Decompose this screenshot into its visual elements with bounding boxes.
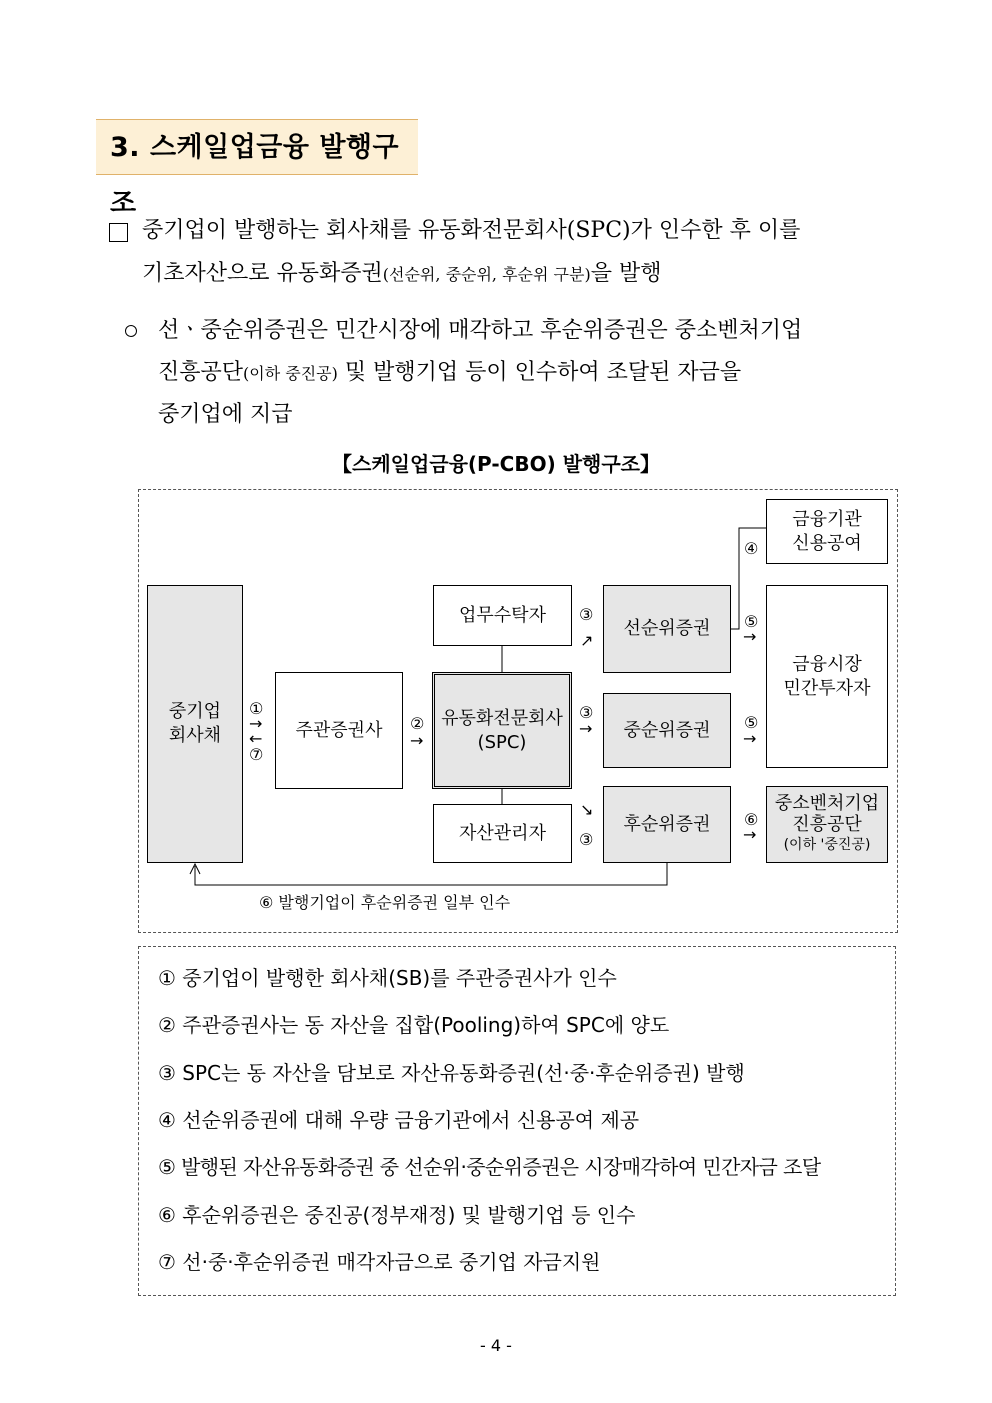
connector-junior-issuer bbox=[195, 863, 667, 885]
market-line1: 금융시장 bbox=[792, 653, 862, 675]
asset-manager-label: 자산관리자 bbox=[459, 822, 546, 844]
junior-securities-box bbox=[603, 786, 731, 863]
senior-securities-box bbox=[603, 585, 731, 673]
bullet1-line1: 중기업이 발행하는 회사채를 유동화전문회사(SPC)가 인수한 후 이를 bbox=[142, 218, 801, 243]
arrow-right-icon: → bbox=[743, 729, 757, 748]
financial-market-box bbox=[766, 585, 888, 768]
bullet2-line1: 선ㆍ중순위증권은 민간시장에 매각하고 후순위증권은 중소벤처기업 bbox=[158, 318, 803, 343]
kosmes-line2: 진흥공단 bbox=[792, 814, 862, 835]
note-6: ⑥ 후순위증권은 중진공(정부재정) 및 발행기업 등 인수 bbox=[158, 1203, 636, 1227]
spc-line1: 유동화전문회사 bbox=[441, 707, 563, 729]
spc-line2: (SPC) bbox=[477, 731, 527, 753]
spc-box bbox=[432, 672, 572, 789]
issuer-line1: 중기업 bbox=[168, 701, 222, 722]
section-number: 3. bbox=[110, 132, 141, 163]
arrow-down-right-icon: ↘ bbox=[580, 800, 594, 819]
bullet2-line2-main: 진흥공단 bbox=[158, 360, 244, 385]
note-5: ⑤ 발행된 자산유동화증권 중 선순위·중순위증권은 시장매각하여 민간자금 조달 bbox=[158, 1155, 821, 1179]
bullet2-line2-end: 및 발행기업 등이 인수하여 조달된 자금을 bbox=[337, 360, 742, 385]
page-number: - 4 - bbox=[480, 1336, 512, 1355]
label-3a: ③ bbox=[579, 605, 594, 624]
arrow-up-right-icon: ↗ bbox=[580, 631, 594, 650]
bullet2-line2-paren: (이하 중진공) bbox=[243, 364, 338, 383]
trustee-box bbox=[433, 585, 572, 646]
kosmes-line3: (이하 '중진공) bbox=[783, 837, 871, 853]
label-6: ⑥ bbox=[744, 810, 759, 829]
kosmes-line1: 중소벤처기업 bbox=[774, 793, 880, 814]
asset-manager-box bbox=[433, 804, 572, 863]
arrow-right-icon: → bbox=[743, 627, 757, 646]
note-7: ⑦ 선·중·후순위증권 매각자금으로 중기업 자금지원 bbox=[158, 1250, 601, 1274]
trustee-label: 업무수탁자 bbox=[459, 604, 546, 626]
underwriter-label: 주관증권사 bbox=[295, 719, 383, 741]
arrow-right-icon: → bbox=[410, 731, 424, 750]
label-7: ⑦ bbox=[249, 745, 264, 764]
kosmes-box bbox=[766, 786, 888, 863]
label-2: ② bbox=[410, 714, 425, 733]
arrow-left-icon: ← bbox=[249, 729, 263, 748]
note-2: ② 주관증권사는 동 자산을 집합(Pooling)하여 SPC에 양도 bbox=[158, 1013, 670, 1037]
bottom-note: ⑥ 발행기업이 후순위증권 일부 인수 bbox=[259, 893, 511, 912]
section-title: 스케일업금융 발행구조 bbox=[110, 132, 400, 219]
arrow-right-icon: → bbox=[579, 719, 593, 738]
figure-title: 【스케일업금융(P-CBO) 발행구조】 bbox=[332, 452, 660, 476]
credit-line2: 신용공여 bbox=[792, 532, 862, 554]
label-5b: ⑤ bbox=[744, 713, 759, 732]
credit-line1: 금융기관 bbox=[792, 508, 862, 530]
credit-enhancement-box bbox=[766, 499, 888, 564]
note-1: ① 중기업이 발행한 회사채(SB)를 주관증권사가 인수 bbox=[158, 966, 617, 990]
issuer-bonds-box bbox=[147, 585, 243, 863]
junior-label: 후순위증권 bbox=[623, 813, 711, 835]
note-3: ③ SPC는 동 자산을 담보로 자산유동화증권(선·중·후순위증권) 발행 bbox=[158, 1061, 745, 1085]
bullet1-line2-main: 기초자산으로 유동화증권 bbox=[142, 261, 383, 286]
note-4: ④ 선순위증권에 대해 우량 금융기관에서 신용공여 제공 bbox=[158, 1108, 640, 1132]
label-4: ④ bbox=[744, 539, 759, 558]
senior-label: 선순위증권 bbox=[623, 618, 711, 639]
bullet1-line2-end: 을 발행 bbox=[590, 261, 662, 286]
label-1: ① bbox=[249, 699, 264, 718]
arrow-right-icon: → bbox=[249, 714, 263, 733]
bullet1-line2-paren: (선순위, 중순위, 후순위 구분) bbox=[382, 265, 591, 284]
mezzanine-securities-box bbox=[603, 693, 731, 768]
underwriter-box bbox=[275, 672, 403, 789]
label-3c: ③ bbox=[579, 830, 594, 849]
label-5a: ⑤ bbox=[744, 612, 759, 631]
issuer-line2: 회사채 bbox=[168, 725, 222, 746]
arrow-right-icon: → bbox=[743, 825, 757, 844]
market-line2: 민간투자자 bbox=[783, 677, 871, 699]
mezzanine-label: 중순위증권 bbox=[623, 719, 711, 741]
bullet2-line3: 중기업에 지급 bbox=[158, 402, 293, 427]
label-3b: ③ bbox=[579, 703, 594, 722]
